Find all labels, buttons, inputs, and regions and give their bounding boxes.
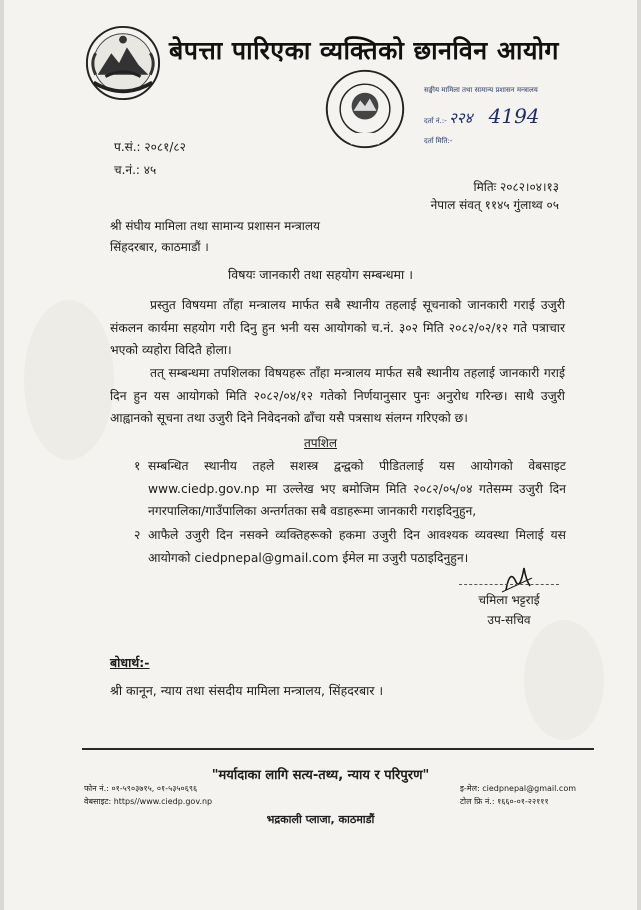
annex-item-number: १ xyxy=(134,459,141,473)
footer-address: भद्रकाली प्लाजा, काठमाडौं xyxy=(266,813,375,826)
chalani-number: च.नं.: ४५ xyxy=(114,162,157,177)
stamp-darta-no: २२४ xyxy=(448,109,473,128)
signatory-name: चमिला भट्टराई xyxy=(478,593,540,607)
footer-divider xyxy=(82,748,594,750)
body-paragraph-1: प्रस्तुत विषयमा ताँहा मन्त्रालय मार्फत सबै स्थानीय तहलाई सूचनाको जानकारी गराई उजुरी संकलन कार्यमा सहयोग गरी दिनु हुन भनी यस आयोगको च.नं. ३०२ मिति २०८२/०२/१२ गते पत्राचार भएको व्यहोरा विदितै होला। xyxy=(110,298,565,358)
annex-item-number: २ xyxy=(134,528,141,542)
annex-item-text: आफैले उजुरी दिन नसक्ने व्यक्तिहरूको हकमा उजुरी दिन आवश्यक व्यवस्था मिलाई यस आयोगको ciedpnepal@gmail.com ईमेल मा उजुरी पठाइदिनुहुन। xyxy=(148,528,566,565)
addressee-block xyxy=(110,216,320,258)
page-title: बेपत्ता पारिएका व्यक्तिको छानविन आयोग xyxy=(169,36,559,65)
stamp-darta-label: दर्ता नं.:- xyxy=(424,117,447,126)
official-seal-icon xyxy=(322,66,408,152)
signature-line xyxy=(459,584,559,585)
reference-block xyxy=(114,136,186,182)
stamp-darta-handwritten: 4194 xyxy=(488,104,540,129)
cc-label: बोधार्थ:- xyxy=(110,655,150,670)
signatory-designation: उप-सचिव xyxy=(487,613,531,628)
cc-recipient: श्री कानून, न्याय तथा संसदीय मामिला मन्त्रालय, सिंहदरबार । xyxy=(110,683,384,698)
footer-phone: फोन नं.: ०१-५९०३७१५, ०१-५३५०६९६ xyxy=(84,784,198,793)
letter-date: मितिः २०८२।०४।१३ xyxy=(473,180,559,194)
received-stamp xyxy=(424,84,540,149)
stamp-office-line: सङ्घीय मामिला तथा सामान्य प्रशासन मन्त्रालय xyxy=(424,86,538,94)
subject-line: विषयः जानकारी तथा सहयोग सम्बन्धमा । xyxy=(228,267,413,282)
addressee-line2: सिंहदरबार, काठमाडौं । xyxy=(110,240,209,254)
stamp-date-label: दर्ता मिति:- xyxy=(424,137,453,146)
nepal-emblem-icon xyxy=(84,24,162,102)
annex-item-text: सम्बन्धित स्थानीय तहले सशस्त्र द्वन्द्वको पीडितलाई यस आयोगको वेबसाइट www.ciedp.gov.np मा उल्लेख भए बमोजिम मिति २०८२/०५/०४ गतेसम्म उजुरी दिन नगरपालिका/गाउँपालिका अन्तर्गतका सबै वडाहरूमा जानकारी गराइदिनुहुन, xyxy=(148,459,566,519)
footer-website: वेबसाइट: https//www.ciedp.gov.np xyxy=(84,796,213,806)
body-paragraph-2: तत् सम्बन्धमा तपशिलका विषयहरू ताँहा मन्त्रालय मार्फत सबै स्थानीय तहलाई जानकारी गराई दिन हुन यस आयोगको मिति २०८२/०४/१२ गतेको निर्णयानुसार पुनः अनुरोध गरिन्छ। साथै उजुरी आह्वानको सूचना तथा उजुरी दिने निवेदनको ढाँचा यसै पत्रसाथ संलग्न गरिएको छ। xyxy=(110,366,565,426)
footer-email: इ-मेल: ciedpnepal@gmail.com xyxy=(460,784,577,793)
footer-motto: "मर्यादाका लागि सत्य-तथ्य, न्याय र परिपुरण" xyxy=(211,768,430,783)
letter-page xyxy=(4,0,637,910)
annex-title: तपशिल xyxy=(303,436,338,450)
nepal-sambat-date: नेपाल संवत् ११४५ गुंलाथ्व ०५ xyxy=(430,198,559,212)
annex-item xyxy=(134,455,566,523)
footer-contact-right xyxy=(460,783,576,809)
paper-stain xyxy=(524,620,604,740)
signatory-block xyxy=(454,590,564,631)
addressee-line1: श्री संघीय मामिला तथा सामान्य प्रशासन मन्त्रालय xyxy=(110,219,320,233)
footer-tollfree: टोल फ्रि नं.: १६६०-०१-२२१११ xyxy=(460,796,549,806)
footer-contact-left xyxy=(84,783,212,809)
patra-sankhya: प.सं.: २०८१/८२ xyxy=(114,140,186,154)
date-block xyxy=(431,178,559,214)
